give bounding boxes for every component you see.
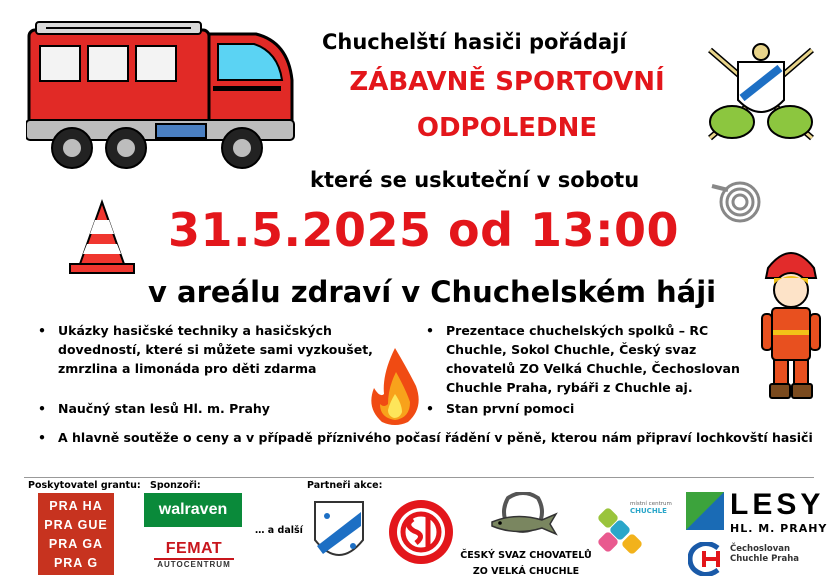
- fire-brigade-emblem-icon: [702, 42, 820, 146]
- cechoslovan-emblem-icon: [688, 542, 724, 576]
- bullet-text: Ukázky hasičské techniky a hasičských dovedností, které si můžete sami vyzkoušet, zmrzlina a limonáda pro děti zdarma: [58, 323, 373, 376]
- bullet-text: Stan první pomoci: [446, 401, 575, 416]
- traffic-cone-icon: [66, 198, 138, 278]
- program-bullet-demos: [38, 321, 403, 378]
- lesy-tree-icon: [686, 492, 724, 530]
- event-title-line2: ODPOLEDNE: [416, 113, 598, 143]
- walraven-logo: walraven: [144, 493, 242, 527]
- footer-divider: [24, 477, 814, 478]
- partners-label: Partneři akce:: [307, 480, 383, 491]
- lesy-logo-title: LESY: [730, 488, 825, 521]
- breeders-association-logo-icon: [486, 492, 560, 544]
- sponsors-label: Sponzoři:: [150, 480, 201, 491]
- femat-logo: [154, 540, 234, 569]
- fire-hose-icon: [710, 180, 766, 224]
- bullet-text: Prezentace chuchelských spolků – RC Chuchle, Sokol Chuchle, Český svaz chovatelů ZO Velká Chuchle, Čechoslovan Chuchle Praha, rybáři z Chuchle aj.: [446, 323, 740, 395]
- sokol-logo-icon: [386, 497, 456, 567]
- breeders-caption-line1: ČESKÝ SVAZ CHOVATELŮ: [460, 550, 592, 561]
- praha-logo-row: PRA G: [53, 556, 99, 570]
- community-center-small-text: místní centrum: [630, 501, 672, 507]
- praha-logo-row: PRA HA: [49, 499, 103, 513]
- bullet-marker: •: [38, 323, 46, 338]
- organizer-line: Chuchelští hasiči pořádají: [322, 30, 627, 54]
- chuchle-coat-of-arms-icon: [313, 500, 365, 568]
- event-location: v areálu zdraví v Chuchelském háji: [148, 275, 717, 309]
- praha-logo-row: PRA GUE: [44, 518, 108, 532]
- program-bullet-competitions: [38, 428, 818, 447]
- grant-provider-label: Poskytovatel grantu:: [28, 480, 141, 491]
- program-bullet-forest-tent: [38, 399, 358, 418]
- event-when-text: které se uskuteční v sobotu: [310, 168, 640, 192]
- breeders-caption-line2: ZO VELKÁ CHUCHLE: [472, 566, 580, 577]
- lesy-logo-subtitle: HL. M. PRAHY: [730, 522, 828, 535]
- bullet-marker: •: [426, 323, 434, 338]
- breeders-association-caption: [458, 548, 594, 580]
- bullet-marker: •: [38, 401, 46, 416]
- bullet-text: A hlavně soutěže o ceny a v případě příznivého počasí řádění v pěně, kterou nám připraví lochkovští hasiči: [58, 430, 813, 445]
- community-center-name: CHUCHLE: [630, 507, 667, 515]
- bullet-text: Naučný stan lesů Hl. m. Prahy: [58, 401, 270, 416]
- program-bullet-first-aid: [426, 399, 646, 418]
- event-datetime: 31.5.2025 od 13:00: [168, 203, 679, 257]
- fire-truck-illustration: [26, 20, 298, 172]
- femat-logo-name: FEMAT: [165, 540, 223, 557]
- event-title-line1: ZÁBAVNĚ SPORTOVNÍ: [349, 67, 665, 97]
- firefighter-figure-illustration: [760, 238, 822, 402]
- bullet-marker: •: [426, 401, 434, 416]
- praha-logo-row: PRA GA: [48, 537, 104, 551]
- cechoslovan-logo-text: Čechoslovan Chuchle Praha: [730, 544, 800, 564]
- and-more-text: … a další: [255, 525, 303, 536]
- program-bullet-clubs: [426, 321, 766, 397]
- praha-city-logo: [38, 493, 114, 575]
- bullet-marker: •: [38, 430, 46, 445]
- femat-logo-sub: AUTOCENTRUM: [154, 558, 234, 569]
